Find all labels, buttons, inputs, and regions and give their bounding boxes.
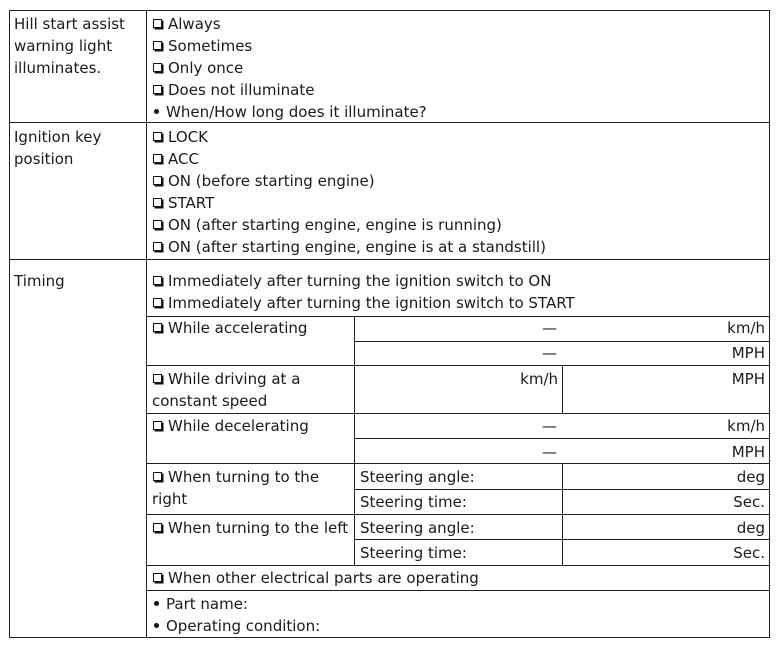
- left-steering-angle-unit: deg: [736, 519, 765, 537]
- hill-label-line-2: warning light: [14, 37, 113, 55]
- rule-top: [9, 10, 770, 11]
- checkbox-icon[interactable]: [153, 198, 162, 207]
- rule-electrical-mid: [146, 590, 770, 591]
- checkbox-icon[interactable]: [153, 242, 162, 251]
- timing-option-turning-right[interactable]: When turning to the: [152, 466, 319, 488]
- accelerating-mph-dash: —: [542, 344, 557, 362]
- checkbox-icon[interactable]: [153, 132, 162, 141]
- part-name-field: Part name:: [152, 593, 248, 615]
- hill-label-line-3: illuminates.: [14, 59, 102, 77]
- checkbox-icon[interactable]: [153, 523, 162, 532]
- right-steering-time-unit: Sec.: [733, 493, 765, 511]
- left-steering-time-unit: Sec.: [733, 544, 765, 562]
- rule-bottom: [9, 637, 770, 638]
- checkbox-icon[interactable]: [153, 85, 162, 94]
- checkbox-icon[interactable]: [153, 573, 162, 582]
- timing-option-constant-speed[interactable]: While driving at a: [152, 368, 300, 390]
- rule-constant-top: [146, 365, 770, 366]
- accelerating-mph-unit: MPH: [731, 344, 765, 362]
- timing-option-accelerating[interactable]: While accelerating: [152, 317, 307, 339]
- ignition-option-on-running[interactable]: ON (after starting engine, engine is running): [152, 214, 502, 236]
- rule-subcolumn-steering: [562, 463, 563, 565]
- accelerating-kmh-dash: —: [542, 319, 557, 337]
- checkbox-icon[interactable]: [153, 19, 162, 28]
- right-steering-angle-unit: deg: [736, 468, 765, 486]
- right-steering-angle-label: Steering angle:: [360, 468, 475, 486]
- rule-label-column: [146, 10, 147, 638]
- timing-label: Timing: [14, 272, 65, 290]
- rule-left-edge: [9, 10, 10, 638]
- rule-accel-mid: [354, 341, 770, 342]
- decelerating-mph-dash: —: [542, 443, 557, 461]
- timing-option-ignition-on[interactable]: Immediately after turning the ignition switch to ON: [152, 270, 551, 292]
- ignition-label-line-1: Ignition key: [14, 128, 102, 146]
- hill-question: When/How long does it illuminate?: [152, 101, 427, 123]
- checkbox-icon[interactable]: [153, 323, 162, 332]
- checkbox-icon[interactable]: [153, 472, 162, 481]
- rule-subcolumn-1: [354, 316, 355, 565]
- rule-left-top: [146, 514, 770, 515]
- timing-option-electrical-parts[interactable]: When other electrical parts are operating: [152, 567, 479, 589]
- rule-right-top: [146, 463, 770, 464]
- decelerating-kmh-unit: km/h: [727, 417, 765, 435]
- bullet-icon: [154, 623, 159, 628]
- right-steering-time-label: Steering time:: [360, 493, 467, 511]
- checkbox-icon[interactable]: [153, 154, 162, 163]
- ignition-option-lock[interactable]: LOCK: [152, 126, 208, 148]
- hill-option-always[interactable]: Always: [152, 13, 221, 35]
- hill-label-line-1: Hill start assist: [14, 15, 125, 33]
- checkbox-icon[interactable]: [153, 176, 162, 185]
- turning-right-label-line-2: right: [152, 490, 188, 508]
- bullet-icon: [154, 109, 159, 114]
- timing-option-decelerating[interactable]: While decelerating: [152, 415, 309, 437]
- constant-speed-label-line-2: constant speed: [152, 392, 268, 410]
- rule-subcolumn-constant: [562, 365, 563, 413]
- rule-decel-mid: [354, 438, 770, 439]
- rule-after-ignition: [9, 259, 770, 260]
- decelerating-mph-unit: MPH: [731, 443, 765, 461]
- checkbox-icon[interactable]: [153, 298, 162, 307]
- rule-decel-top: [146, 413, 770, 414]
- checkbox-icon[interactable]: [153, 41, 162, 50]
- timing-option-ignition-start[interactable]: Immediately after turning the ignition switch to START: [152, 292, 575, 314]
- ignition-option-on-standstill[interactable]: ON (after starting engine, engine is at a standstill): [152, 236, 546, 258]
- decelerating-kmh-dash: —: [542, 417, 557, 435]
- checkbox-icon[interactable]: [153, 220, 162, 229]
- rule-right-edge: [769, 10, 770, 638]
- ignition-label-line-2: position: [14, 150, 74, 168]
- hill-option-only-once[interactable]: Only once: [152, 57, 243, 79]
- hill-option-does-not-illuminate[interactable]: Does not illuminate: [152, 79, 314, 101]
- rule-electrical-top: [146, 565, 770, 566]
- left-steering-time-label: Steering time:: [360, 544, 467, 562]
- checkbox-icon[interactable]: [153, 63, 162, 72]
- checkbox-icon[interactable]: [153, 374, 162, 383]
- ignition-option-start[interactable]: START: [152, 192, 214, 214]
- hill-option-sometimes[interactable]: Sometimes: [152, 35, 252, 57]
- ignition-option-on-before[interactable]: ON (before starting engine): [152, 170, 375, 192]
- checkbox-icon[interactable]: [153, 421, 162, 430]
- ignition-option-acc[interactable]: ACC: [152, 148, 199, 170]
- checkbox-icon[interactable]: [153, 276, 162, 285]
- symptom-check-form: [9, 10, 770, 638]
- operating-condition-field: Operating condition:: [152, 615, 320, 637]
- bullet-icon: [154, 601, 159, 606]
- accelerating-kmh-unit: km/h: [727, 319, 765, 337]
- timing-option-turning-left[interactable]: When turning to the left: [152, 517, 348, 539]
- constant-kmh-unit: km/h: [520, 370, 558, 388]
- constant-mph-unit: MPH: [731, 370, 765, 388]
- left-steering-angle-label: Steering angle:: [360, 519, 475, 537]
